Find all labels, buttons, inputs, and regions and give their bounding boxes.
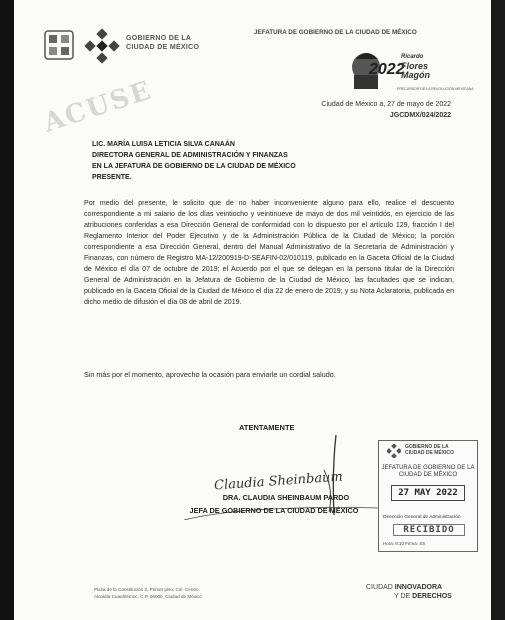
addressee-block bbox=[92, 139, 472, 183]
year-name: Ricardo Flores Magón bbox=[401, 54, 430, 80]
cdmx-logo bbox=[84, 28, 120, 64]
reception-stamp bbox=[378, 440, 478, 552]
stamp-logo-icon bbox=[387, 444, 401, 458]
signer-name: DRA. CLAUDIA SHEINBAUM PARDO bbox=[222, 493, 350, 502]
signer-role: JEFA DE GOBIERNO DE LA CIUDAD DE MÉXICO bbox=[189, 506, 359, 515]
date-line: Ciudad de México a, 27 de mayo de 2022 bbox=[321, 101, 451, 108]
government-name: GOBIERNO DE LA CIUDAD DE MÉXICO bbox=[126, 35, 200, 51]
stamp-received: RECIBIDO bbox=[393, 524, 465, 536]
addressee-position: DIRECTORA GENERAL DE ADMINISTRACIÓN Y FINANZAS bbox=[92, 152, 288, 159]
letter-page bbox=[14, 0, 492, 620]
addressee-presente: PRESENTE. bbox=[92, 174, 132, 181]
addressee-office: EN LA JEFATURA DE GOBIERNO DE LA CIUDAD DE MÉXICO bbox=[92, 163, 296, 170]
closing-line: Sin más por el momento, aprovecho la ocasión para enviarle un cordial saludo. bbox=[84, 370, 336, 379]
salutation: ATENTAMENTE bbox=[239, 423, 295, 432]
reference-number: JGCDMX/024/2022 bbox=[389, 112, 451, 119]
addressee-name: LIC. MARÍA LUISA LETICIA SILVA CANAÁN bbox=[92, 141, 235, 148]
acuse-watermark: ACUSE bbox=[40, 75, 157, 139]
footer-motto: CIUDAD INNOVADORA Y DE DERECHOS bbox=[366, 584, 452, 600]
city-seal-logo bbox=[44, 30, 74, 60]
office-header: JEFATURA DE GOBIERNO DE LA CIUDAD DE MÉXICO bbox=[254, 29, 417, 36]
stamp-time: Hora: 9:10 Firma: SS bbox=[383, 541, 426, 546]
year-label: 2022 bbox=[369, 61, 405, 78]
letter-body: Por medio del presente, le solicito que de no haber inconveniente alguno para ello, realice el descuento correspondiente a mi salario de los días veintiocho y veintinueve de mayo de dos mil veintidós, en ejercicio de las atribuciones conferidas a esa Dirección General de conformidad con lo dispuesto por el artículo 129, fracción I del Reglamento Interior del Poder Ejecutivo y de la Administración Pública de la Ciudad de México; la porción correspondiente a esa Dirección General, dentro del Manual Administrativo de la Secretaría de Administración y Finanzas, con número de Registro MA-12/200919-D-SEAFIN-02/010119, publicado en la Gaceta Oficial de la Ciudad de México el día 07 de octubre de 2019; el Acuerdo por el que se delegan en la persona titular de la Dirección General de Administración en la Jefatura de Gobierno de la Ciudad de México, las facultades que se indican, publicado en la Gaceta Oficial de la Ciudad de México el día 22 de enero de 2019; y su Nota Aclaratoria, publicada en dicho medio de difusión el día 08 de abril de 2019. bbox=[84, 200, 454, 306]
stamp-office: JEFATURA DE GOBIERNO DE LA CIUDAD DE MÉXICO bbox=[381, 465, 475, 478]
stamp-date: 27 MAY 2022 bbox=[391, 485, 465, 501]
stamp-department: Dirección General de Administración bbox=[383, 515, 461, 520]
page-edge-shadow bbox=[491, 0, 505, 620]
year-subtitle: PRECURSOR DE LA REVOLUCIÓN MEXICANA bbox=[397, 87, 474, 91]
stamp-title: GOBIERNO DE LA CIUDAD DE MÉXICO bbox=[405, 444, 454, 456]
footer-address: Plaza de la Constitución 2, Primer piso, Col. Centro Alcaldía Cuauhtémoc, C.P. 06000, Ciudad de México bbox=[94, 587, 202, 599]
signature-script: Claudia Sheinbaum bbox=[213, 469, 344, 494]
